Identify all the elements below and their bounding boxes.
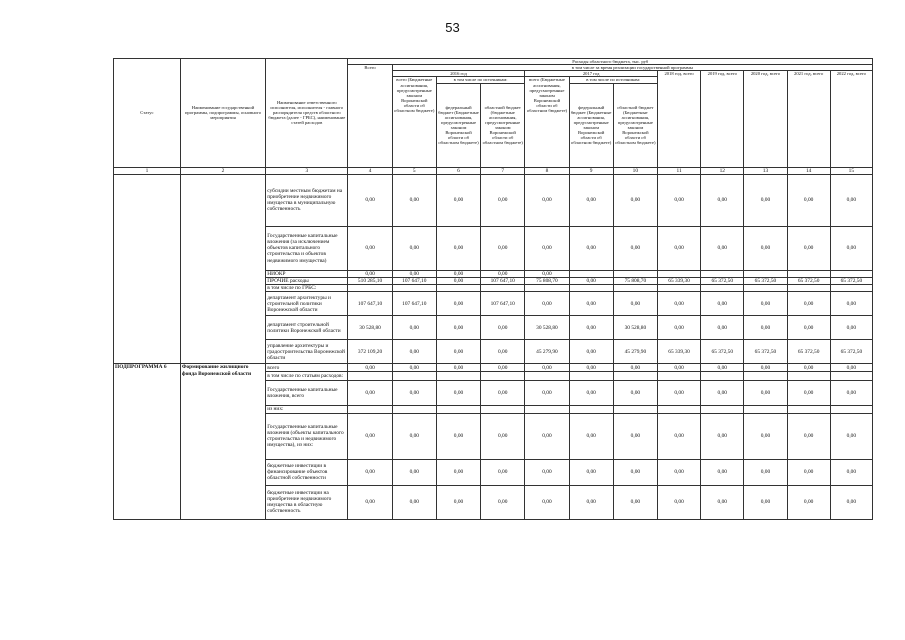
value-cell: 0,00: [436, 381, 480, 406]
value-cell: 0,00: [481, 381, 525, 406]
value-cell: 0,00: [392, 316, 436, 340]
row-label: в том числе по ГРБС:: [266, 285, 348, 292]
value-cell: 372 109,20: [348, 340, 392, 364]
col-index: 12: [701, 167, 744, 174]
value-cell: 65 339,30: [657, 340, 700, 364]
value-cell: 0,00: [481, 270, 525, 277]
value-cell: 0,00: [701, 381, 744, 406]
row-label: Государственные капитальные вложения, всего: [266, 381, 348, 406]
row-label: департамент строительной политики Воронежской области: [266, 316, 348, 340]
header-2022: 2022 год, всего: [830, 71, 872, 167]
value-cell: [830, 285, 872, 292]
header-status: Статус: [114, 59, 181, 168]
value-cell: 30 528,80: [525, 316, 569, 340]
value-cell: [481, 285, 525, 292]
value-cell: 0,00: [569, 277, 613, 284]
value-cell: 30 528,80: [613, 316, 657, 340]
value-cell: 0,00: [392, 485, 436, 519]
value-cell: 0,00: [436, 413, 480, 459]
header-incl-2016: в том числе по источникам:: [436, 77, 524, 83]
value-cell: 30 528,80: [348, 316, 392, 340]
value-cell: [569, 372, 613, 381]
value-cell: 65 372,50: [701, 277, 744, 284]
column-index-row: [114, 167, 873, 174]
value-cell: 0,00: [348, 174, 392, 226]
value-cell: 0,00: [436, 292, 480, 316]
value-cell: 0,00: [701, 413, 744, 459]
value-cell: 0,00: [787, 364, 830, 372]
value-cell: 0,00: [525, 485, 569, 519]
value-cell: 0,00: [830, 485, 872, 519]
value-cell: 0,00: [830, 364, 872, 372]
value-cell: 75 808,70: [525, 277, 569, 284]
value-cell: [569, 285, 613, 292]
header-including-regional: в том числе за время реализации государственной программы: [392, 65, 872, 71]
value-cell: [348, 372, 392, 381]
value-cell: 0,00: [436, 459, 480, 485]
value-cell: 0,00: [744, 364, 787, 372]
col-index: 8: [525, 167, 569, 174]
page-number: 53: [445, 20, 460, 35]
value-cell: 510 285,10: [348, 277, 392, 284]
value-cell: 0,00: [436, 316, 480, 340]
value-cell: 0,00: [569, 381, 613, 406]
budget-table: [113, 58, 873, 520]
value-cell: 0,00: [613, 413, 657, 459]
value-cell: 0,00: [744, 174, 787, 226]
value-cell: 0,00: [613, 459, 657, 485]
value-cell: 0,00: [613, 292, 657, 316]
value-cell: [787, 372, 830, 381]
header-2020: 2020 год, всего: [744, 71, 787, 167]
value-cell: 65 372,50: [787, 340, 830, 364]
row-label: ПРОЧИЕ расходы: [266, 277, 348, 284]
value-cell: 0,00: [348, 381, 392, 406]
value-cell: 0,00: [701, 364, 744, 372]
value-cell: 0,00: [481, 316, 525, 340]
value-cell: 0,00: [657, 226, 700, 270]
value-cell: 0,00: [525, 292, 569, 316]
table-row: [114, 364, 873, 372]
value-cell: 107 647,10: [481, 292, 525, 316]
value-cell: 0,00: [392, 340, 436, 364]
value-cell: 0,00: [657, 381, 700, 406]
value-cell: 107 647,10: [392, 277, 436, 284]
value-cell: [613, 406, 657, 413]
value-cell: 0,00: [657, 364, 700, 372]
value-cell: 0,00: [613, 485, 657, 519]
header-incl-2017: в том числе по источникам:: [569, 77, 657, 83]
value-cell: 0,00: [613, 364, 657, 372]
header-regional-2017: областной бюджет (Бюджетные ассигнования, предусмотренные законом Воронежской области об областном бюджете): [613, 83, 657, 167]
value-cell: 65 372,50: [830, 340, 872, 364]
value-cell: 0,00: [525, 459, 569, 485]
value-cell: [657, 285, 700, 292]
value-cell: [701, 372, 744, 381]
value-cell: 0,00: [392, 459, 436, 485]
value-cell: 65 339,30: [657, 277, 700, 284]
value-cell: [481, 406, 525, 413]
value-cell: 0,00: [657, 459, 700, 485]
value-cell: 0,00: [348, 226, 392, 270]
value-cell: [657, 270, 700, 277]
value-cell: 0,00: [481, 340, 525, 364]
col-index: 5: [392, 167, 436, 174]
program-cell-empty: [180, 174, 265, 364]
header-program: Наименование государственной программы, подпрограммы, основного мероприятия: [180, 59, 265, 168]
value-cell: [744, 372, 787, 381]
value-cell: 0,00: [830, 381, 872, 406]
value-cell: 0,00: [787, 485, 830, 519]
value-cell: 0,00: [701, 226, 744, 270]
col-index: 4: [348, 167, 392, 174]
value-cell: 0,00: [481, 413, 525, 459]
value-cell: 0,00: [569, 340, 613, 364]
value-cell: 0,00: [787, 292, 830, 316]
value-cell: 0,00: [436, 174, 480, 226]
col-index: 15: [830, 167, 872, 174]
value-cell: 0,00: [569, 364, 613, 372]
value-cell: 0,00: [613, 226, 657, 270]
row-label: бюджетные инвестиции в финансирование объектов областной собственности: [266, 459, 348, 485]
col-index: 6: [436, 167, 480, 174]
value-cell: 0,00: [436, 226, 480, 270]
value-cell: 65 372,50: [744, 277, 787, 284]
value-cell: 0,00: [613, 174, 657, 226]
value-cell: 0,00: [744, 485, 787, 519]
value-cell: 0,00: [787, 413, 830, 459]
value-cell: [787, 285, 830, 292]
value-cell: [830, 270, 872, 277]
value-cell: 0,00: [481, 226, 525, 270]
value-cell: 0,00: [525, 364, 569, 372]
value-cell: 0,00: [525, 381, 569, 406]
value-cell: 0,00: [701, 459, 744, 485]
value-cell: 0,00: [657, 485, 700, 519]
value-cell: 0,00: [613, 381, 657, 406]
value-cell: [392, 406, 436, 413]
subprogram-status: ПОДПРОГРАММА 6: [114, 364, 181, 519]
value-cell: [481, 372, 525, 381]
value-cell: 0,00: [392, 270, 436, 277]
value-cell: 0,00: [348, 364, 392, 372]
value-cell: 0,00: [787, 381, 830, 406]
col-index: 2: [180, 167, 265, 174]
value-cell: 0,00: [481, 174, 525, 226]
value-cell: [392, 285, 436, 292]
value-cell: [348, 285, 392, 292]
value-cell: [569, 406, 613, 413]
value-cell: [657, 406, 700, 413]
value-cell: 0,00: [787, 459, 830, 485]
value-cell: 0,00: [787, 174, 830, 226]
value-cell: 0,00: [830, 459, 872, 485]
status-cell-empty: [114, 174, 181, 364]
row-label: управление архитектуры и градостроительства Воронежской области: [266, 340, 348, 364]
value-cell: [701, 285, 744, 292]
value-cell: [657, 372, 700, 381]
value-cell: 0,00: [392, 226, 436, 270]
row-label: департамент архитектуры и строительной политики Воронежской области: [266, 292, 348, 316]
header-total-2017: всего (Бюджетные ассигнования, предусмотренные законом Воронежской области об областном бюджете): [525, 77, 569, 167]
value-cell: 0,00: [348, 459, 392, 485]
table-body: [114, 174, 873, 519]
col-index: 3: [266, 167, 348, 174]
value-cell: 0,00: [436, 340, 480, 364]
row-label: из них:: [266, 406, 348, 413]
header-2016: 2016 год: [392, 71, 525, 77]
header-2017: 2017 год: [525, 71, 658, 77]
header-regional-2016: областной бюджет (бюджетные ассигнования, предусмотренные законом Воронежской области об областном бюджете): [481, 83, 525, 167]
value-cell: 65 372,50: [744, 340, 787, 364]
row-label: всего: [266, 364, 348, 372]
value-cell: 0,00: [481, 364, 525, 372]
value-cell: 0,00: [657, 413, 700, 459]
value-cell: 0,00: [701, 485, 744, 519]
value-cell: 0,00: [392, 413, 436, 459]
value-cell: [613, 285, 657, 292]
value-cell: 65 372,50: [701, 340, 744, 364]
value-cell: 0,00: [701, 292, 744, 316]
value-cell: 0,00: [657, 292, 700, 316]
value-cell: 0,00: [744, 226, 787, 270]
header-2019: 2019 год, всего: [701, 71, 744, 167]
value-cell: 0,00: [657, 174, 700, 226]
value-cell: [744, 406, 787, 413]
value-cell: [787, 406, 830, 413]
value-cell: 0,00: [744, 413, 787, 459]
col-index: 14: [787, 167, 830, 174]
value-cell: [392, 372, 436, 381]
value-cell: 0,00: [569, 459, 613, 485]
value-cell: 0,00: [436, 364, 480, 372]
value-cell: [744, 285, 787, 292]
value-cell: [744, 270, 787, 277]
value-cell: 0,00: [348, 485, 392, 519]
header-federal-2016: федеральный бюджет (Бюджетные ассигнования, предусмотренные законом Воронежской области об областном бюджете): [436, 83, 480, 167]
value-cell: [787, 270, 830, 277]
value-cell: 0,00: [830, 174, 872, 226]
value-cell: [830, 372, 872, 381]
col-index: 10: [613, 167, 657, 174]
value-cell: [436, 372, 480, 381]
value-cell: [613, 270, 657, 277]
value-cell: 0,00: [830, 226, 872, 270]
value-cell: 0,00: [481, 459, 525, 485]
value-cell: 107 647,10: [481, 277, 525, 284]
col-index: 13: [744, 167, 787, 174]
header-2021: 2021 год, всего: [787, 71, 830, 167]
value-cell: 0,00: [657, 316, 700, 340]
row-label: в том числе по статьям расходов:: [266, 372, 348, 381]
value-cell: [525, 285, 569, 292]
value-cell: 0,00: [830, 316, 872, 340]
value-cell: 0,00: [392, 364, 436, 372]
header-expenses: Расходы областного бюджета, тыс. руб: [348, 59, 873, 65]
value-cell: 0,00: [481, 485, 525, 519]
row-label: Государственные капитальные вложения (объекты капитального строительства и недвижимого имущества), из них:: [266, 413, 348, 459]
value-cell: 0,00: [436, 485, 480, 519]
value-cell: 0,00: [525, 174, 569, 226]
value-cell: 0,00: [744, 459, 787, 485]
value-cell: [701, 406, 744, 413]
value-cell: [830, 406, 872, 413]
row-label: бюджетные инвестиции на приобретение недвижимого имущества в областную собственность: [266, 485, 348, 519]
value-cell: 65 372,50: [787, 277, 830, 284]
value-cell: 0,00: [569, 292, 613, 316]
value-cell: 0,00: [525, 270, 569, 277]
value-cell: 75 808,70: [613, 277, 657, 284]
value-cell: 0,00: [569, 485, 613, 519]
col-index: 7: [481, 167, 525, 174]
col-index: 11: [657, 167, 700, 174]
value-cell: 0,00: [744, 292, 787, 316]
header-2018: 2018 год, всего: [657, 71, 700, 167]
value-cell: 0,00: [348, 413, 392, 459]
value-cell: [701, 270, 744, 277]
value-cell: [348, 406, 392, 413]
table-row: [114, 174, 873, 226]
value-cell: 0,00: [701, 174, 744, 226]
header-executor: Наименование ответственного исполнителя, исполнителя - главного распорядителя средств областного бюджета (далее - ГРБС), наименование статей расходов: [266, 59, 348, 168]
value-cell: 0,00: [436, 270, 480, 277]
row-label: НИОКР: [266, 270, 348, 277]
value-cell: 0,00: [569, 413, 613, 459]
row-label: Государственные капитальные вложения (за исключением объектов капитального строительства и объектов недвижимого имущества): [266, 226, 348, 270]
value-cell: 0,00: [744, 316, 787, 340]
value-cell: 0,00: [744, 381, 787, 406]
value-cell: [525, 406, 569, 413]
value-cell: 65 372,50: [830, 277, 872, 284]
value-cell: 0,00: [569, 174, 613, 226]
value-cell: [525, 372, 569, 381]
value-cell: 0,00: [787, 226, 830, 270]
value-cell: [436, 406, 480, 413]
value-cell: 0,00: [701, 316, 744, 340]
value-cell: [436, 285, 480, 292]
value-cell: 107 647,10: [392, 292, 436, 316]
value-cell: 107 647,10: [348, 292, 392, 316]
value-cell: [569, 270, 613, 277]
value-cell: 0,00: [787, 316, 830, 340]
value-cell: 0,00: [436, 277, 480, 284]
header-federal-2017: федеральный бюджет (Бюджетные ассигнования, предусмотренные законом Воронежской области об областном бюджете): [569, 83, 613, 167]
row-label: субсидии местным бюджетам на приобретение недвижимого имущества в муниципальную собственность: [266, 174, 348, 226]
header-total-2016: всего (Бюджетные ассигнования, предусмотренные законом Воронежской области об областном бюджете): [392, 77, 436, 167]
value-cell: 0,00: [392, 174, 436, 226]
value-cell: 45 279,90: [613, 340, 657, 364]
value-cell: 0,00: [392, 381, 436, 406]
value-cell: 0,00: [569, 316, 613, 340]
value-cell: 45 279,90: [525, 340, 569, 364]
header-total: Всего: [348, 65, 392, 167]
value-cell: 0,00: [348, 270, 392, 277]
value-cell: 0,00: [569, 226, 613, 270]
col-index: 1: [114, 167, 181, 174]
value-cell: [613, 372, 657, 381]
value-cell: 0,00: [830, 413, 872, 459]
subprogram-title: Формирование жилищного фонда Воронежской области: [180, 364, 265, 519]
value-cell: 0,00: [525, 413, 569, 459]
value-cell: 0,00: [525, 226, 569, 270]
col-index: 9: [569, 167, 613, 174]
value-cell: 0,00: [830, 292, 872, 316]
